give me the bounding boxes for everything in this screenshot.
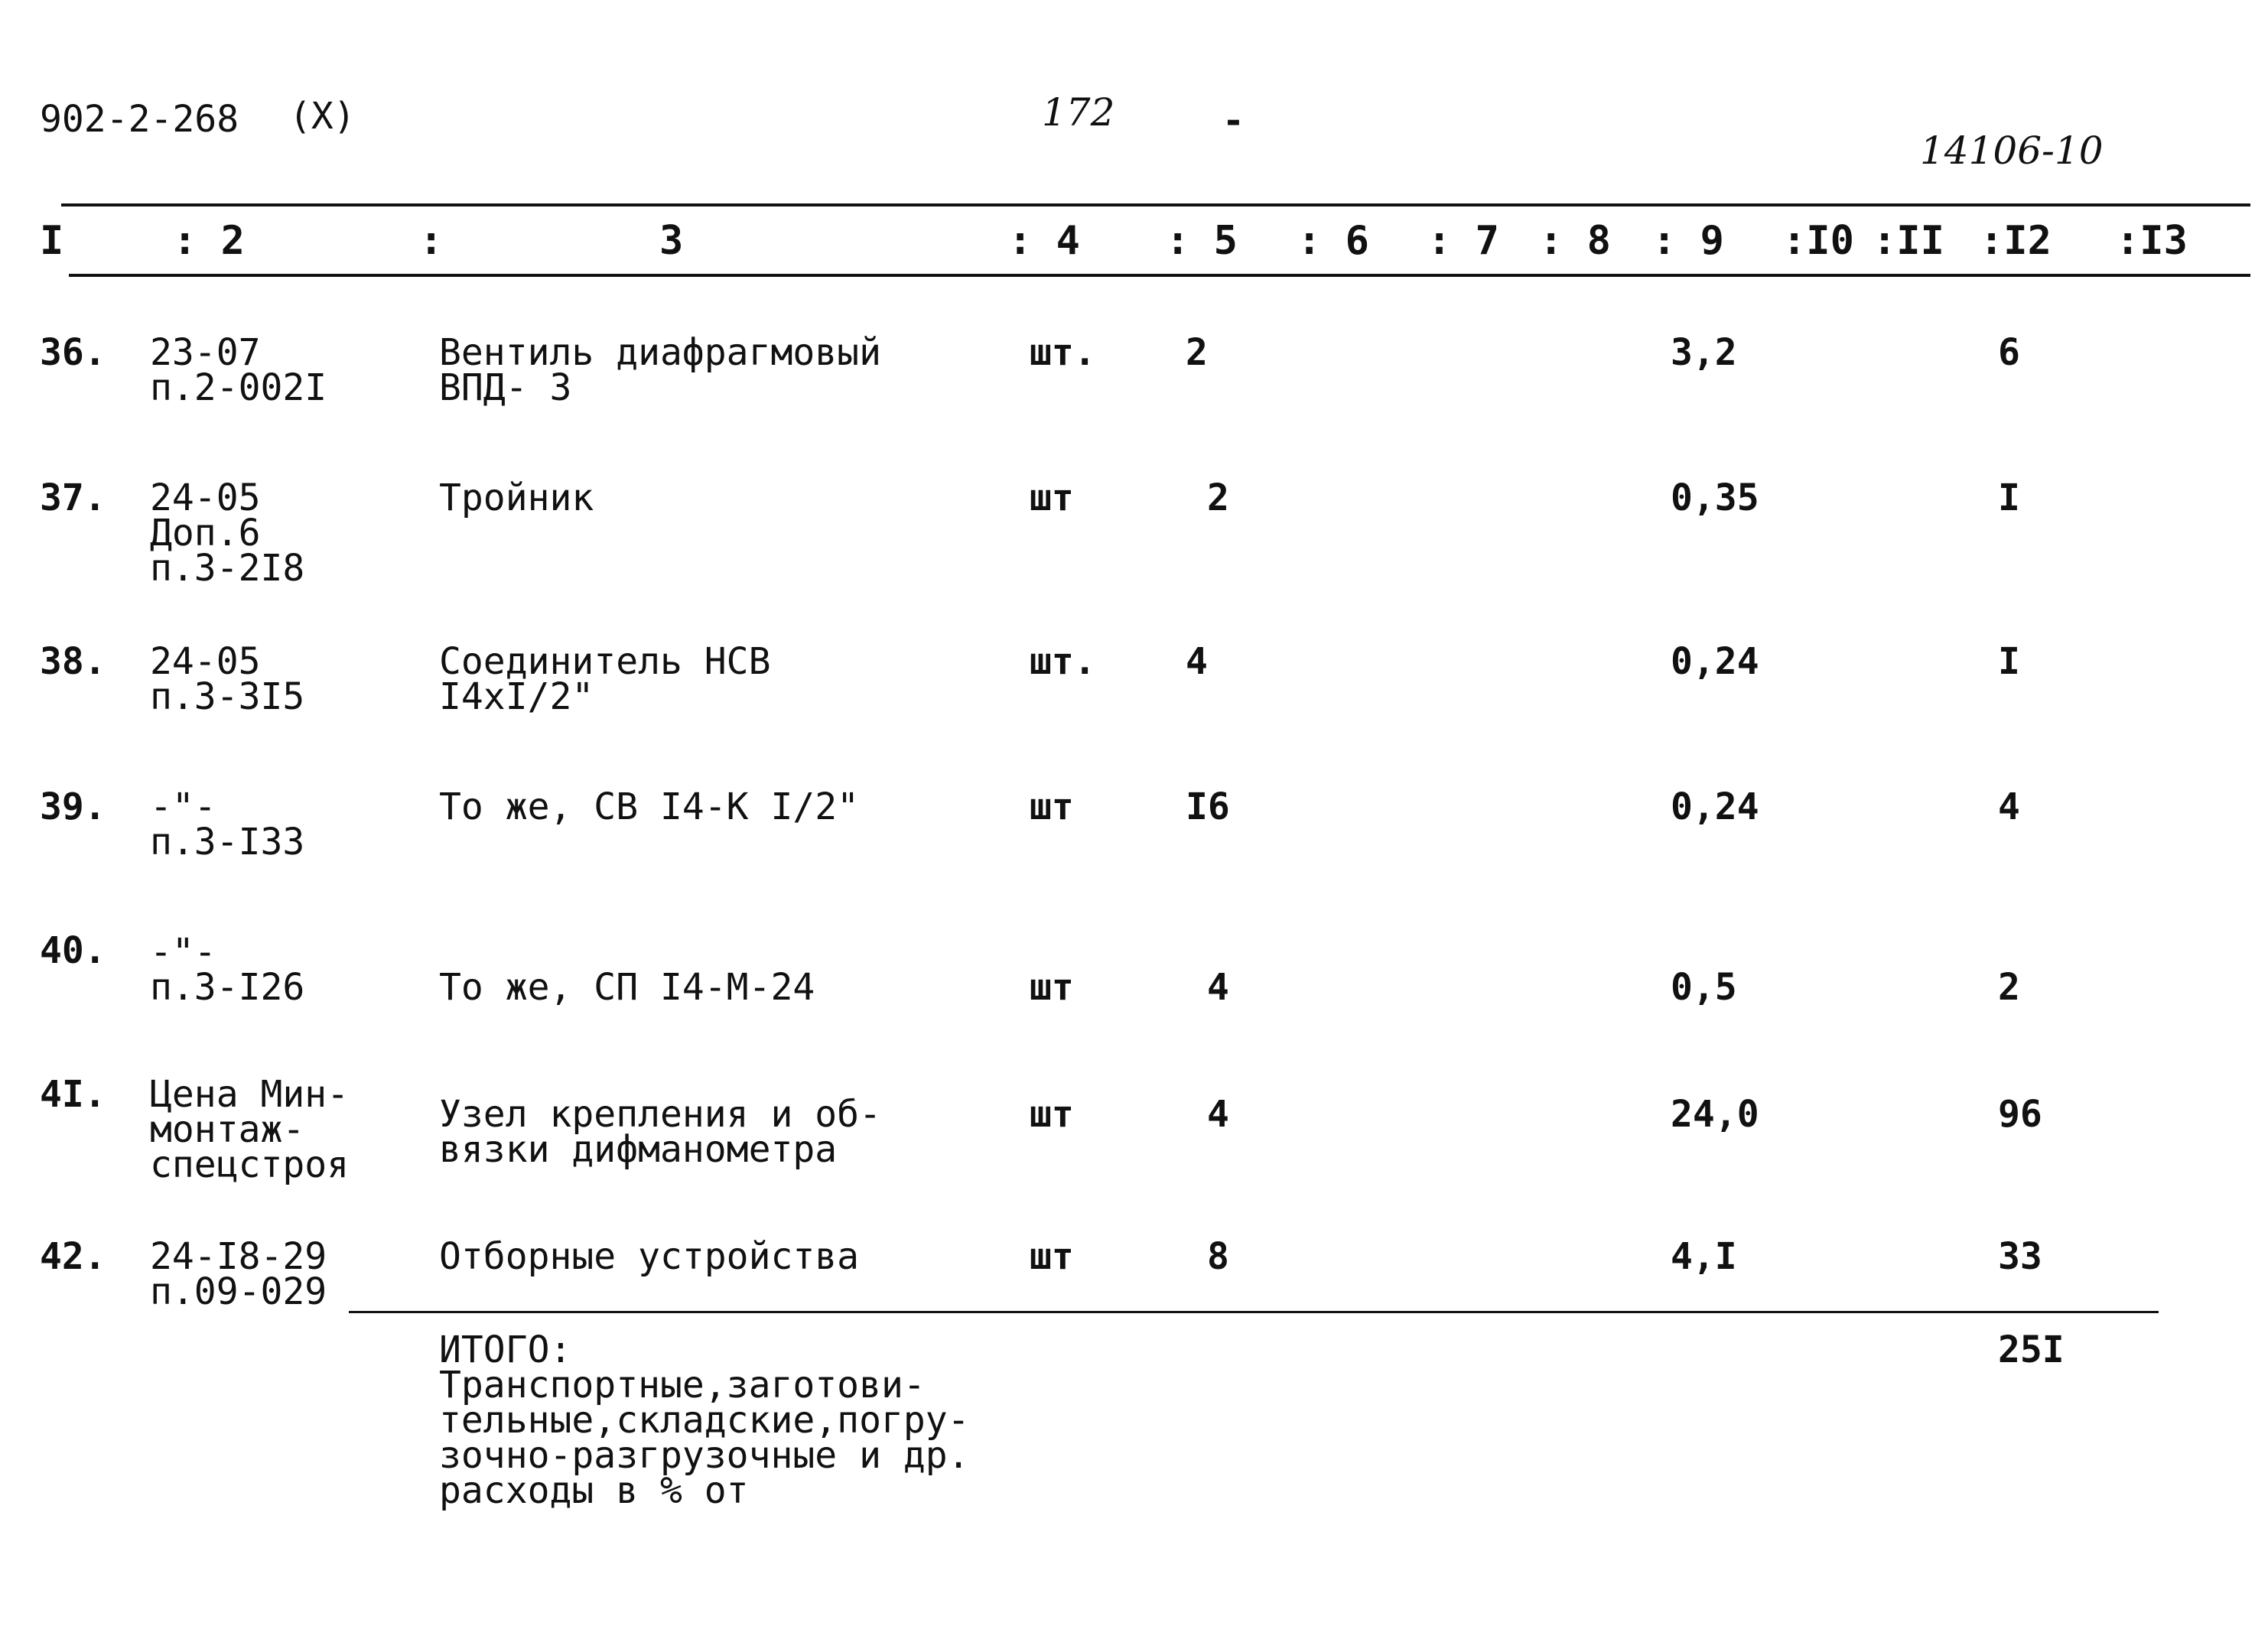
total-rule [349,1311,2159,1313]
summary-label: ИТОГО: Транспортные,заготови- тельные,складские,погру- зочно-разгрузочные и др. расходы в % от [439,1328,970,1512]
page-number: 172 [1042,90,1115,135]
summary-total: 25I [1998,1328,2065,1371]
header-top-rule [61,203,2250,207]
row-quantity: I6 [1186,785,1230,828]
row-code: Цена Мин- монтаж- спецстроя [150,1073,350,1186]
row-unit: шт [1030,1235,1074,1278]
header-col-10: :I0 [1782,218,1854,264]
row-price: 24,0 [1671,1093,1759,1136]
row-price: 0,35 [1671,476,1759,519]
header-col-8: : 8 [1539,218,1611,264]
document-code: 902-2-268 [40,98,239,141]
header-col-3: 3 [659,218,684,264]
row-total: 96 [1998,1093,2042,1136]
row-unit: шт. [1030,331,1096,374]
document-variant: (X) [289,95,356,138]
row-unit: шт. [1030,640,1096,683]
header-col-6: : 6 [1297,218,1369,264]
header-col-13: :I3 [2116,218,2188,264]
row-price: 0,5 [1671,966,1737,1009]
row-number: 42. [40,1235,106,1278]
row-quantity: 8 [1207,1235,1229,1278]
row-code: -"- п.3-I33 [150,785,305,863]
row-price: 0,24 [1671,640,1759,683]
row-quantity: 4 [1207,1093,1229,1136]
row-price: 4,I [1671,1235,1737,1278]
row-total: 33 [1998,1235,2042,1278]
row-quantity: 2 [1207,476,1229,519]
row-name: Тройник [439,476,594,519]
row-price: 3,2 [1671,331,1737,374]
row-number: 40. [40,929,106,972]
row-unit: шт [1030,1093,1074,1136]
header-col-3-sep: : [419,218,444,264]
row-quantity: 2 [1186,331,1208,374]
header-col-1: I [40,218,64,264]
header-bottom-rule [69,274,2250,277]
row-code: 24-I8-29 п.09-029 [150,1235,327,1313]
row-total: 2 [1998,966,2020,1009]
page-dash: - [1222,99,1245,142]
row-name: Вентиль диафрагмовый ВПД- 3 [439,331,881,409]
row-quantity: 4 [1207,966,1229,1009]
header-col-9: : 9 [1652,218,1724,264]
row-number: 39. [40,785,106,828]
row-unit: шт [1030,966,1074,1009]
row-quantity: 4 [1186,640,1208,683]
row-number: 38. [40,640,106,683]
row-total: 4 [1998,785,2020,828]
header-col-5: : 5 [1166,218,1238,264]
header-col-12: :I2 [1980,218,2052,264]
row-total: I [1998,640,2020,683]
row-code: -"- п.3-I26 [150,931,305,1009]
row-name: То же, СВ I4-К I/2" [439,785,860,828]
handwritten-reference: 14106-10 [1920,128,2104,173]
row-name: Отборные устройства [439,1235,860,1278]
row-total: I [1998,476,2020,519]
row-number: 36. [40,331,106,374]
row-code: 24-05 п.3-3I5 [150,640,305,718]
row-total: 6 [1998,331,2020,374]
header-col-2: : 2 [173,218,245,264]
header-col-11: :II [1873,218,1944,264]
row-unit: шт [1030,476,1074,519]
header-col-4: : 4 [1008,218,1080,264]
row-code: 24-05 Доп.6 п.3-2I8 [150,476,305,590]
row-name: То же, СП I4-М-24 [439,966,815,1009]
row-unit: шт [1030,785,1074,828]
row-name: Соединитель НСВ I4хI/2" [439,640,771,718]
row-price: 0,24 [1671,785,1759,828]
row-code: 23-07 п.2-002I [150,331,327,409]
row-name: Узел крепления и об- вязки дифманометра [439,1093,881,1171]
row-number: 37. [40,476,106,519]
header-col-7: : 7 [1427,218,1499,264]
row-number: 4I. [40,1073,106,1116]
